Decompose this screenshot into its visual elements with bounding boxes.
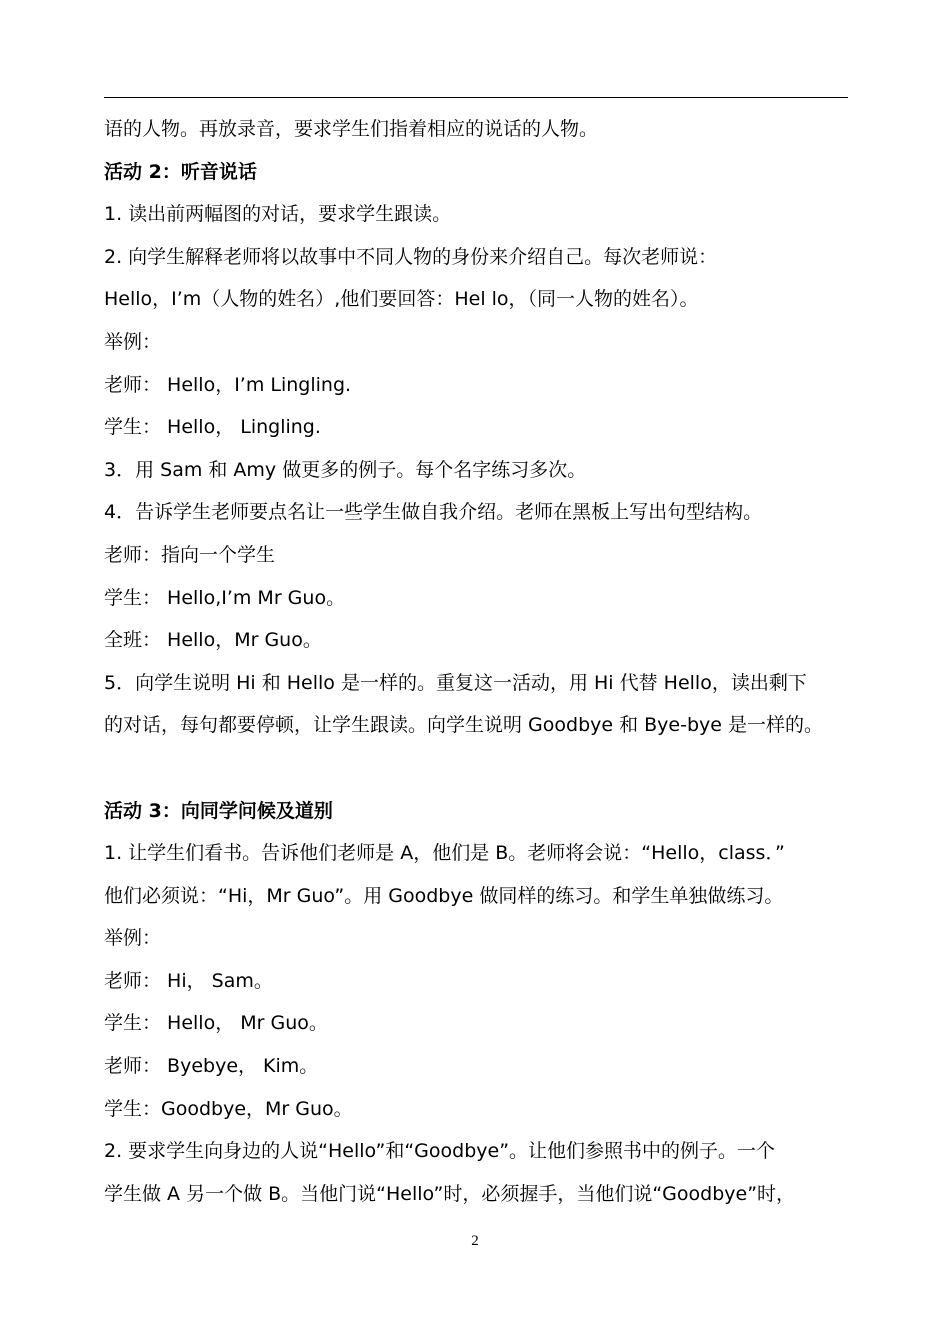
dialogue-line: 老师： Hello，I’m Lingling. xyxy=(104,373,352,396)
dialogue-line: 全班： Hello，Mr Guo。 xyxy=(104,629,322,652)
section-heading-activity-3: 活动 3：向同学问候及道别 xyxy=(104,799,333,822)
paragraph-line: 1. 读出前两幅图的对话，要求学生跟读。 xyxy=(104,203,452,226)
dialogue-line: 学生： Hello,I’m Mr Guo。 xyxy=(104,586,346,609)
paragraph-line: Hello，I’m（人物的姓名）,他们要回答：Hel lo，（同一人物的姓名）。 xyxy=(104,288,699,311)
paragraph-line: 的对话，每句都要停顿，让学生跟读。向学生说明 Goodbye 和 Bye-bye 是一样的。 xyxy=(104,714,824,737)
paragraph-line: 1. 让学生们看书。告诉他们老师是 A，他们是 B。老师将会说：“Hello，class．” xyxy=(104,842,785,865)
example-label: 举例： xyxy=(104,927,162,950)
document-body xyxy=(104,108,884,1215)
dialogue-line: 老师：指向一个学生 xyxy=(104,543,276,566)
paragraph-line: 2. 向学生解释老师将以故事中不同人物的身份来介绍自己。每次老师说： xyxy=(104,245,718,268)
blank-line xyxy=(104,747,884,790)
page-number: 2 xyxy=(471,1233,479,1249)
dialogue-line: 老师： Byebye， Kim。 xyxy=(104,1055,319,1078)
example-label: 举例： xyxy=(104,330,162,353)
section-heading-activity-2: 活动 2：听音说话 xyxy=(104,160,257,183)
paragraph-line: 语的人物。再放录音，要求学生们指着相应的说话的人物。 xyxy=(104,118,599,140)
dialogue-line: 学生：Goodbye，Mr Guo。 xyxy=(104,1097,353,1120)
paragraph-line: 他们必须说：“Hi，Mr Guo”。用 Goodbye 做同样的练习。和学生单独做练习。 xyxy=(104,884,784,907)
dialogue-line: 学生： Hello， Lingling. xyxy=(104,416,321,439)
dialogue-line: 学生： Hello， Mr Guo。 xyxy=(104,1012,328,1035)
dialogue-line: 老师： Hi， Sam。 xyxy=(104,969,273,992)
paragraph-line: 3．用 Sam 和 Amy 做更多的例子。每个名字练习多次。 xyxy=(104,458,587,481)
paragraph-line: 2. 要求学生向身边的人说“Hello”和“Goodbye”。让他们参照书中的例子。一个 xyxy=(104,1140,776,1163)
paragraph-line: 学生做 A 另一个做 B。当他门说“Hello”时，必须握手，当他们说“Goodbye”时， xyxy=(104,1182,796,1205)
paragraph-line: 4．告诉学生老师要点名让一些学生做自我介绍。老师在黑板上写出句型结构。 xyxy=(104,501,763,524)
header-rule xyxy=(104,97,848,98)
paragraph-line: 5．向学生说明 Hi 和 Hello 是一样的。重复这一活动，用 Hi 代替 Hello，读出剩下 xyxy=(104,671,807,694)
